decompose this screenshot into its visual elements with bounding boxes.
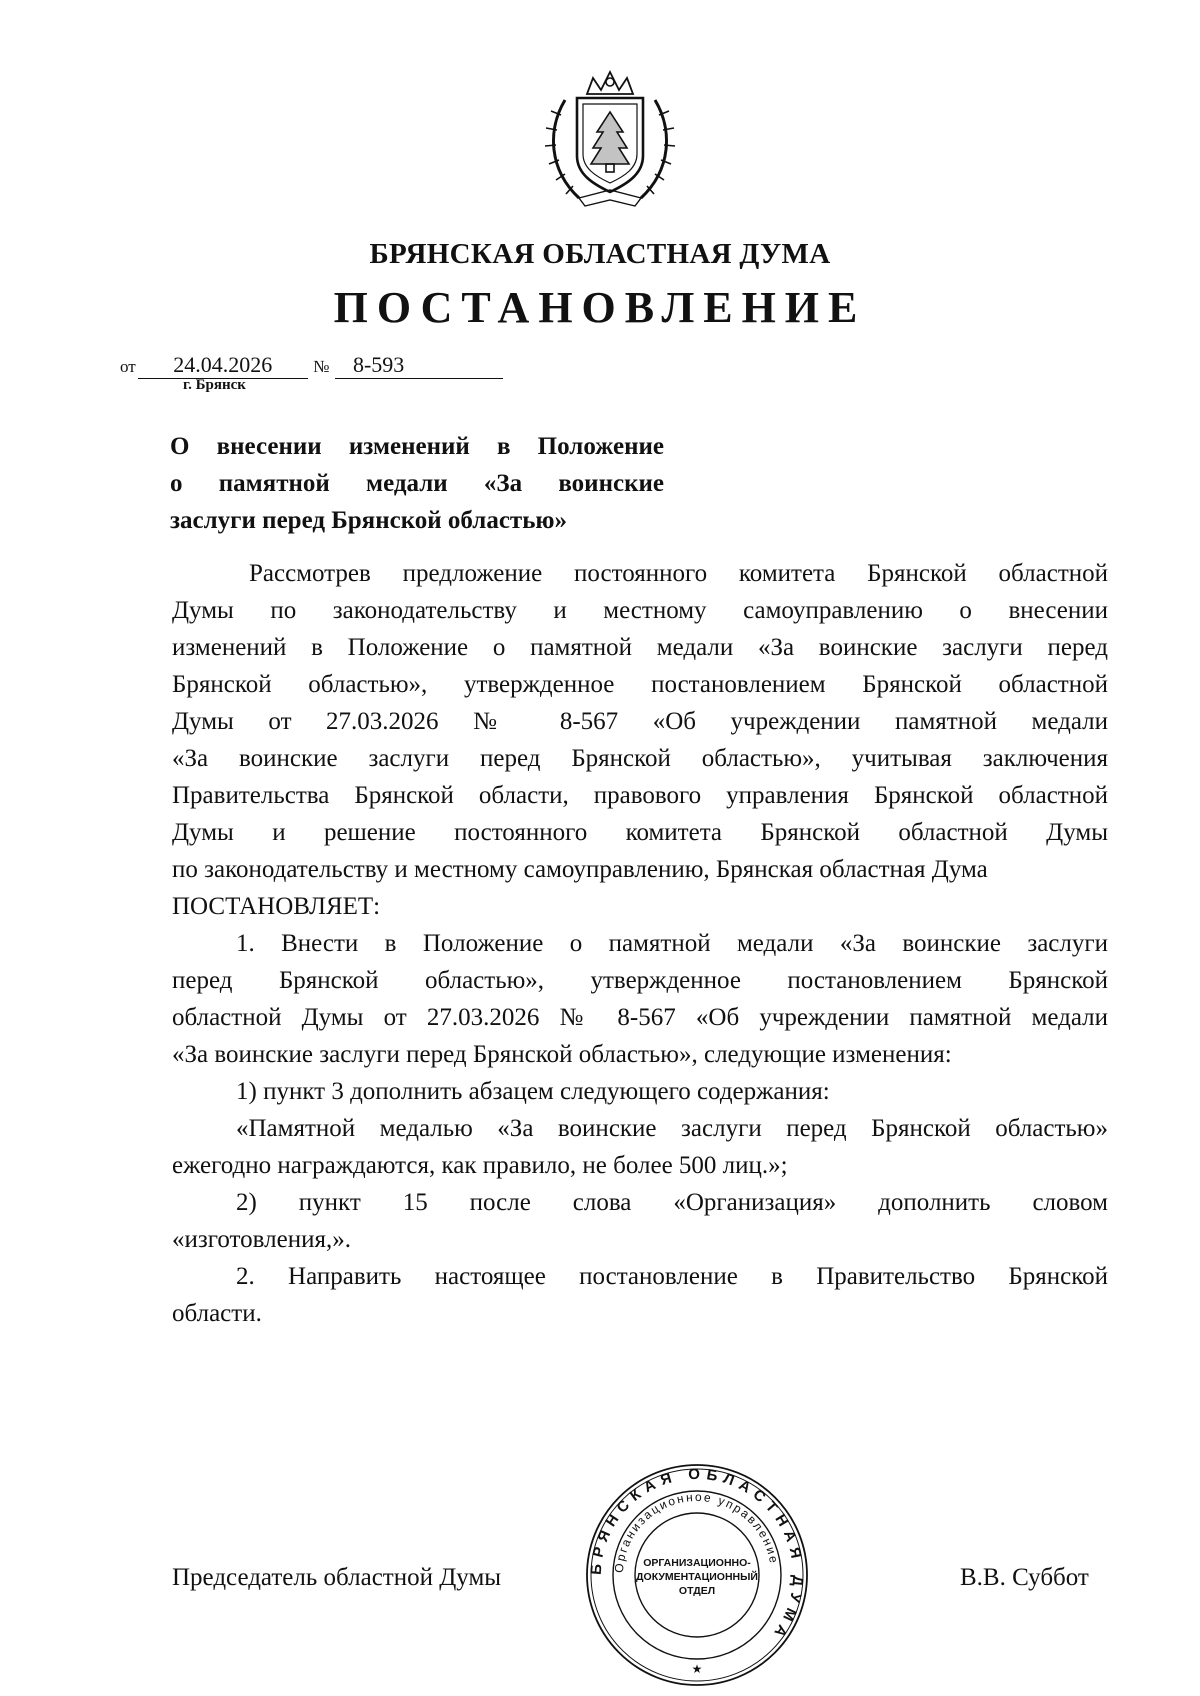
stamp-outer-text: БРЯНСКАЯ ОБЛАСТНАЯ ДУМА [587,1465,807,1646]
document-body [172,555,1108,1332]
number-label: № [313,357,330,376]
body-line: области. [172,1300,262,1327]
signatory-title: Председатель областной Думы [172,1564,502,1591]
body-line: Думы и решение постоянного комитета Брянской областной Думы [172,819,1108,846]
body-line: Брянской областью», утвержденное постановлением Брянской областной [172,671,1108,698]
svg-text:★: ★ [691,1662,703,1676]
body-line: областной Думы от 27.03.2026 № 8-567 «Об учреждении памятной медали [172,1004,1108,1031]
body-line: Правительства Брянской области, правового управления Брянской областной [172,782,1108,809]
stamp-center-line: ОТДЕЛ [678,1585,716,1597]
body-line: 1) пункт 3 дополнить абзацем следующего содержания: [236,1078,830,1105]
body-line: 2) пункт 15 после слова «Организация» дополнить словом [236,1189,1108,1216]
body-line: «Памятной медалью «За воинские заслуги перед Брянской областью» [236,1115,1108,1142]
subject-line: о памятной медали «За воинские [170,470,664,497]
coat-of-arms-icon [535,60,685,210]
stamp-inner-ring-text: Организационное управление [611,1489,782,1574]
document-number: 8-593 [335,352,503,379]
body-line: Думы от 27.03.2026 № 8-567 «Об учреждении памятной медали [172,708,1108,735]
subject-line: заслуги перед Брянской областью» [170,507,568,534]
body-line: Рассмотрев предложение постоянного комитета Брянской областной [249,560,1108,587]
body-line: Думы по законодательству и местному самоуправлению о внесении [172,597,1108,624]
body-line: ежегодно награждаются, как правило, не более 500 лиц.»; [172,1152,788,1179]
body-line: «За воинские заслуги перед Брянской областью», учитывая заключения [172,745,1108,772]
document-meta [120,352,503,379]
body-line: изменений в Положение о памятной медали «За воинские заслуги перед [172,634,1108,661]
organization-name: БРЯНСКАЯ ОБЛАСТНАЯ ДУМА [369,238,831,270]
stamp-center-line: ДОКУМЕНТАЦИОННЫЙ [636,1571,758,1583]
body-line: 2. Направить настоящее постановление в Правительство Брянской [236,1263,1108,1290]
city: г. Брянск [183,377,246,393]
body-line: 1. Внести в Положение о памятной медали «За воинские заслуги [236,930,1108,957]
date-label: от [120,357,136,376]
document-type-title: ПОСТАНОВЛЕНИЕ [333,283,867,332]
body-line: ПОСТАНОВЛЯЕТ: [172,893,381,920]
stamp-center-line: ОРГАНИЗАЦИОННО- [643,1557,751,1569]
body-line: по законодательству и местному самоуправлению, Брянская областная Дума [172,856,988,883]
subject-line: О внесении изменений в Положение [170,433,664,460]
body-line: «изготовления,». [172,1226,351,1253]
official-stamp [584,1462,810,1688]
body-line: «За воинские заслуги перед Брянской областью», следующие изменения: [172,1041,952,1068]
document-subject [170,428,664,539]
body-line: перед Брянской областью», утвержденное постановлением Брянской [172,967,1108,994]
document-date: 24.04.2026 [138,352,308,379]
signatory-name: В.В. Суббот [960,1564,1089,1591]
